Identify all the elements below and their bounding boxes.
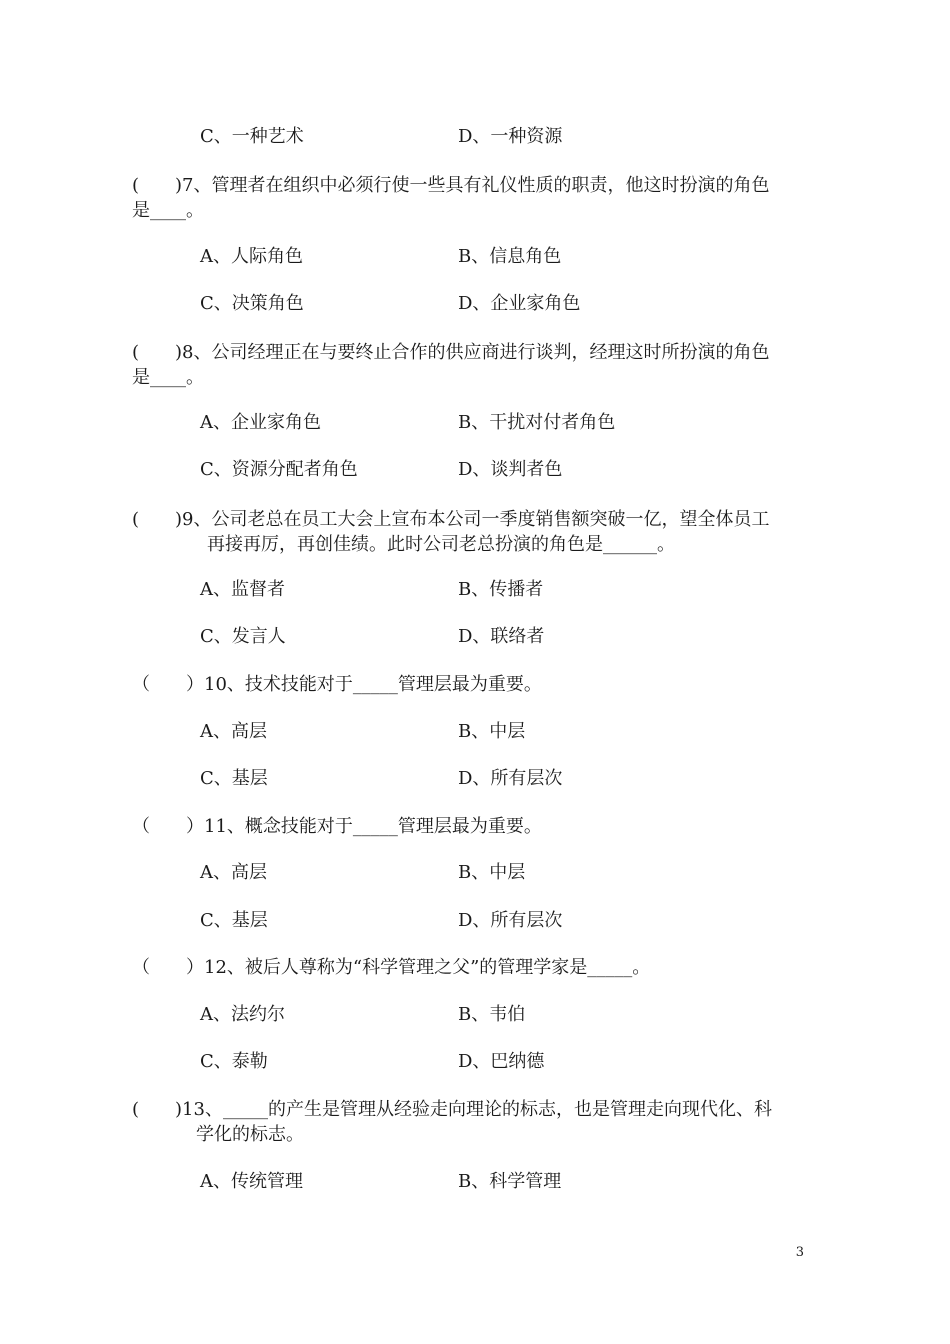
q10-option-d: D、所有层次	[458, 768, 563, 789]
q8-question-line2: 是____。	[132, 367, 204, 388]
q11-option-d: D、所有层次	[458, 910, 563, 931]
q13-option-a: A、传统管理	[200, 1171, 303, 1192]
q10-option-c: C、基层	[200, 768, 268, 789]
q8-option-d: D、谈判者色	[458, 459, 563, 480]
q13-option-b: B、科学管理	[458, 1171, 562, 1192]
q7-question-line2: 是____。	[132, 200, 204, 221]
q7-option-d: D、企业家角色	[458, 293, 581, 314]
q8-question-line1: ( )8、公司经理正在与要终止合作的供应商进行谈判，经理这时所扮演的角色	[132, 342, 770, 363]
q7-option-c: C、决策角色	[200, 293, 304, 314]
q10-option-a: A、高层	[200, 721, 267, 742]
q8-option-c: C、资源分配者角色	[200, 459, 358, 480]
q6-option-c: C、一种艺术	[200, 126, 304, 147]
q11-option-a: A、高层	[200, 862, 267, 883]
q9-question-line2: 再接再厉，再创佳绩。此时公司老总扮演的角色是______。	[207, 534, 675, 555]
q8-option-a: A、企业家角色	[200, 412, 321, 433]
q6-option-d: D、一种资源	[458, 126, 563, 147]
q12-option-d: D、巴纳德	[458, 1051, 545, 1072]
q12-option-a: A、法约尔	[200, 1004, 285, 1025]
q7-option-b: B、信息角色	[458, 246, 562, 267]
q13-question-line2: 学化的标志。	[196, 1124, 304, 1145]
q9-option-b: B、传播者	[458, 579, 544, 600]
q12-question-line1: （ ）12、被后人尊称为“科学管理之父”的管理学家是_____。	[132, 957, 651, 978]
q10-option-b: B、中层	[458, 721, 526, 742]
page-number: 3	[795, 1245, 804, 1260]
q8-option-b: B、干扰对付者角色	[458, 412, 616, 433]
q12-option-b: B、韦伯	[458, 1004, 526, 1025]
q10-question-line1: （ ）10、技术技能对于_____管理层最为重要。	[132, 674, 542, 695]
q13-question-line1: ( )13、_____的产生是管理从经验走向理论的标志，也是管理走向现代化、科	[132, 1099, 772, 1120]
q12-option-c: C、泰勒	[200, 1051, 268, 1072]
q11-question-line1: （ ）11、概念技能对于_____管理层最为重要。	[132, 816, 542, 837]
q9-option-d: D、联络者	[458, 626, 545, 647]
q9-option-a: A、监督者	[200, 579, 285, 600]
q7-question-line1: ( )7、管理者在组织中必须行使一些具有礼仪性质的职责，他这时扮演的角色	[132, 175, 770, 196]
q9-option-c: C、发言人	[200, 626, 286, 647]
q11-option-b: B、中层	[458, 862, 526, 883]
q7-option-a: A、人际角色	[200, 246, 303, 267]
q9-question-line1: ( )9、公司老总在员工大会上宣布本公司一季度销售额突破一亿，望全体员工	[132, 509, 770, 530]
q11-option-c: C、基层	[200, 910, 268, 931]
